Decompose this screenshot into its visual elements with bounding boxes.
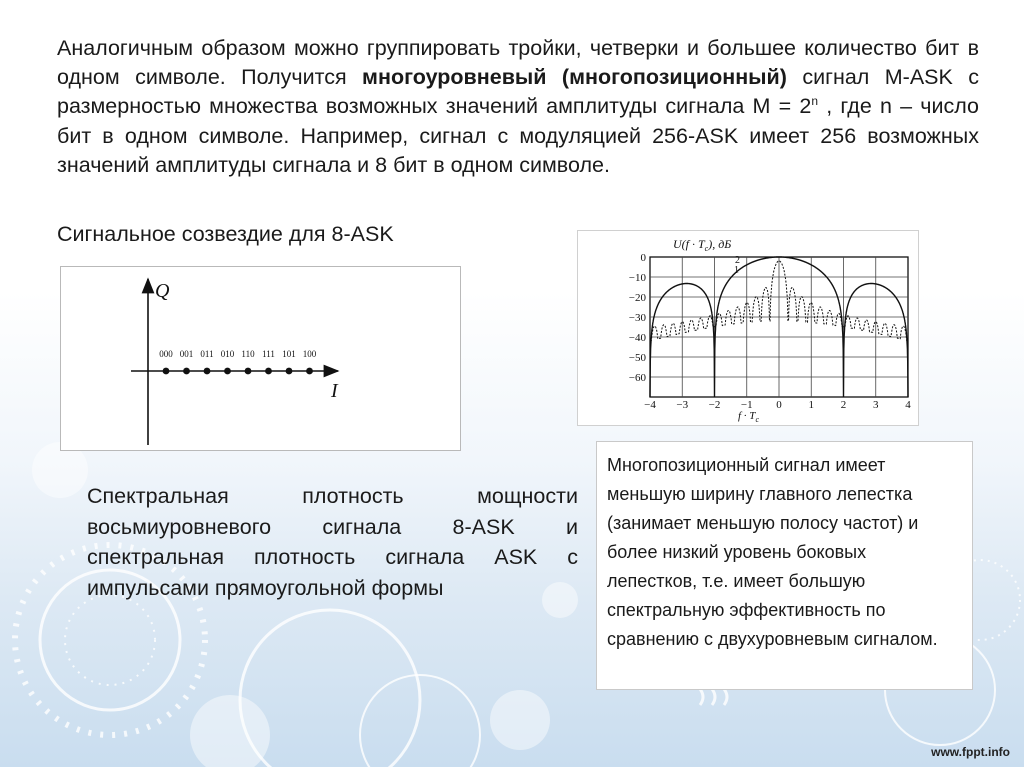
- constellation-code-label: 101: [282, 349, 296, 359]
- spectrum-x-tick: 0: [776, 399, 782, 411]
- spectrum-x-tick: −4: [644, 399, 656, 411]
- intro-paragraph: [57, 34, 979, 180]
- constellation-point: [183, 368, 190, 375]
- spectrum-y-tick: 0: [640, 252, 646, 264]
- constellation-point: [286, 368, 293, 375]
- q-axis-label: Q: [155, 280, 170, 302]
- spectrum-y-tick: −30: [628, 312, 646, 324]
- constellation-point: [224, 368, 231, 375]
- constellation-point: [163, 368, 170, 375]
- spectrum-y-tick: −10: [628, 272, 646, 284]
- intro-superscript: n: [811, 94, 819, 109]
- constellation-caption: Сигнальное созвездие для 8-ASK: [57, 222, 394, 246]
- constellation-point: [306, 368, 313, 375]
- constellation-figure: [60, 266, 461, 451]
- intro-text-2: сигнал M-ASK с размерностью множества возможных значений амплитуды сигнала М = 2: [57, 65, 980, 119]
- intro-text-3: , где n – число бит в одном символе. Например, сигнал с модуляцией 256-ASK имеет 256 возможных значений амплитуды сигнала и 8 бит в одном символе.: [57, 94, 980, 177]
- constellation-point: [245, 368, 252, 375]
- spectrum-xlabel: $f \cdot T_c$: [738, 410, 759, 424]
- constellation-code-label: 011: [200, 349, 214, 359]
- constellation-point: [204, 368, 211, 375]
- spectrum-x-tick: 1: [808, 399, 814, 411]
- curve-label-2: 2: [735, 255, 740, 266]
- constellation-code-label: 111: [262, 349, 275, 359]
- conclusion-box: [596, 441, 973, 690]
- constellation-code-label: 000: [159, 349, 173, 359]
- footer-url: www.fppt.info: [931, 745, 1010, 759]
- i-axis-label: I: [331, 380, 338, 402]
- spectrum-x-tick: 2: [840, 399, 847, 411]
- spectrum-x-tick: 3: [873, 399, 879, 411]
- spectrum-y-tick: −40: [628, 332, 646, 344]
- spectrum-y-tick: −50: [628, 352, 646, 364]
- spectrum-title: $U(f \cdot T_c)$, дБ: [673, 237, 732, 253]
- spectrum-x-tick: −3: [676, 399, 689, 411]
- constellation-code-label: 100: [302, 349, 317, 359]
- constellation-code-label: 110: [241, 349, 255, 359]
- constellation-point: [265, 368, 272, 375]
- spectrum-y-tick: −60: [628, 372, 646, 384]
- constellation-code-label: 010: [220, 349, 235, 359]
- constellation-code-label: 001: [179, 349, 194, 359]
- spectrum-x-tick: −2: [708, 399, 721, 411]
- spectrum-y-tick: −20: [628, 292, 646, 304]
- spectrum-x-tick: 4: [905, 399, 911, 411]
- spectrum-x-tick: −1: [740, 399, 753, 411]
- spectrum-caption: Спектральная плотность мощности восьмиуровневого сигнала 8-ASK и спектральная плотность сигнала ASK с импульсами прямоугольной формы: [87, 484, 578, 600]
- intro-text-1: Аналогичным образом можно группировать тройки, четверки и большее количество бит в одном символе. Получится: [57, 36, 979, 90]
- spectrum-figure: [577, 230, 919, 426]
- intro-bold-term: многоуровневый (многопозиционный): [362, 65, 787, 90]
- curve-label-1: 1: [734, 265, 739, 276]
- conclusion-text: Многопозиционный сигнал имеет меньшую ширину главного лепестка (занимает меньшую полосу частот) и более низкий уровень боковых лепестков, т.е. имеет большую спектральную эффективность по сравнению с двухуровневым сигналом.: [607, 455, 938, 649]
